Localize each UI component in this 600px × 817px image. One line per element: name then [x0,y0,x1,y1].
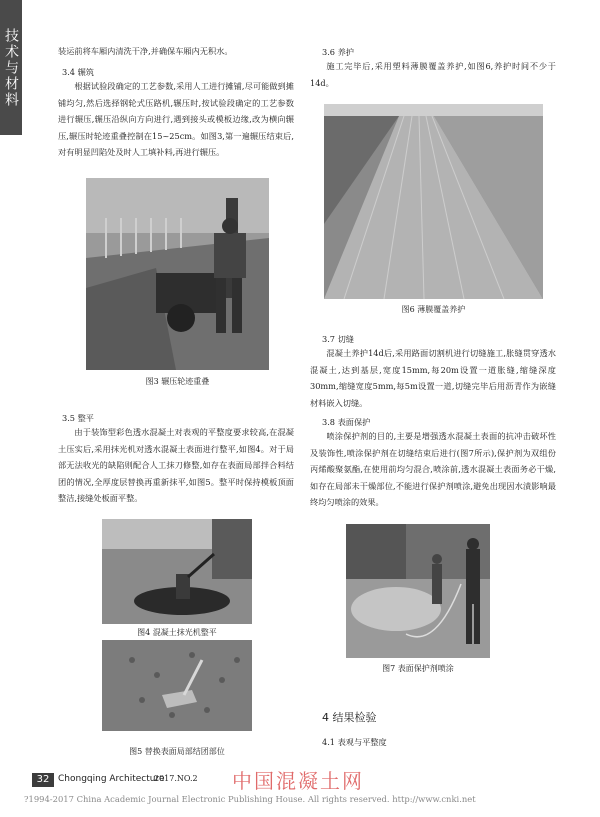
section-3-4-heading: 3.4 辗筑 [62,67,94,77]
fig7-photo [346,524,490,658]
fig5-caption: 图5 替换表面局部结团部位 [129,747,225,756]
page-number: 32 [32,773,54,787]
section-3-8-paragraph: 喷涂保护剂的目的,主要是增强透水混凝土表面的抗冲击破坏性及装饰性,喷涂保护剂在切缝结束后进行(图7所示),保护剂为双组份丙烯酸聚氨酯,在使用前均匀混合,喷涂前,透水混凝土表面务必干燥,如存在局部未干燥部位,不能进行保护剂喷涂,避免出现因水渍影响最终均匀喷涂的效果。 [310,431,556,507]
fig7-caption: 图7 表面保护剂喷涂 [382,664,454,673]
fig4-caption: 图4 混凝土抹光机整平 [137,628,217,637]
section-3-7-heading: 3.7 切缝 [322,334,354,344]
journal-name: Chongqing Architecture [58,774,165,784]
fig3-photo [86,178,269,370]
fig4-illustration [102,519,252,624]
section-tab-label: 技术与材料 [3,27,19,108]
watermark: 中国混凝土网 [232,769,364,793]
fig4-photo [102,519,252,624]
fig7-illustration [346,524,490,658]
fig5-photo [102,640,252,731]
fig6-caption: 图6 薄膜覆盖养护 [401,305,466,314]
fig5-illustration [102,640,252,731]
section-3-5-paragraph: 由于装饰型彩色透水混凝土对表观的平整度要求较高,在混凝土压实后,采用抹光机对透水混凝土表面进行整平,如图4。对于局部无法收光的缺陷则配合人工抹刀修整,如存在表面局部拌合料结团的情况,全厚度层替换再重新抹平,如图5。整平时保持模板顶面整洁,接缝处板面平整。 [58,427,294,503]
section-3-6-heading: 3.6 养护 [322,47,354,57]
section-3-7-paragraph: 混凝土养护14d后,采用路面切割机进行切缝施工,胀缝贯穿透水混凝土,达到基层,宽度15mm,每20m设置一道胀缝,缩缝深度30mm,缩缝宽度5mm,每5m设置一道,切缝完毕后用沥青作为嵌缝材料嵌入切缝。 [310,348,556,408]
fig3-illustration [86,178,269,370]
section-3-6-paragraph: 施工完毕后,采用塑料薄膜覆盖养护,如图6,养护时间不少于14d。 [310,61,556,88]
copyright-line: ?1994-2017 China Academic Journal Electronic Publishing House. All rights reserved. http://www.cnki.net [24,794,476,804]
section-4-heading: 4 结果检验 [322,711,377,724]
intro-line: 装运前将车厢内清洗干净,并确保车厢内无积水。 [58,46,233,56]
fig6-illustration [324,104,543,299]
section-3-4-paragraph: 根据试验段确定的工艺参数,采用人工进行摊铺,尽可能做到摊铺均匀,然后选择钢轮式压路机,辗压时,按试验段确定的工艺参数进行辗压,辗压沿纵向方向进行,遇到接头或模板边缘,改为横向辗压,辗压时轮迹重叠控制在15~25cm。如图3,第一遍辗压结束后,对有明显凹陷处及时人工填补料,再进行辗压。 [58,81,294,157]
section-3-5-heading: 3.5 整平 [62,413,94,423]
section-3-8-heading: 3.8 表面保护 [322,417,371,427]
journal-issue: 2017.NO.2 [154,774,198,783]
fig3-caption: 图3 辗压轮迹重叠 [145,377,210,386]
fig6-photo [324,104,543,299]
section-4-1-heading: 4.1 表观与平整度 [322,737,387,747]
section-tab [0,0,22,135]
